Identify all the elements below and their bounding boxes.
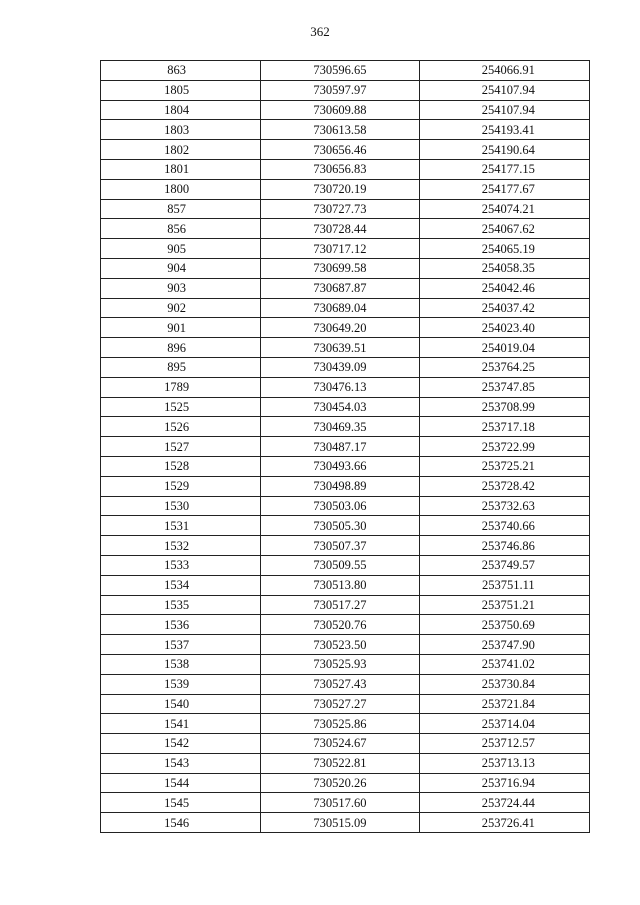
point-number-cell: 1536 (101, 615, 261, 635)
point-number-cell: 1533 (101, 555, 261, 575)
point-number-cell: 1540 (101, 694, 261, 714)
table-row (101, 140, 590, 160)
point-number-cell: 1546 (101, 813, 261, 833)
x-coordinate-cell: 730727.73 (261, 199, 419, 219)
x-coordinate-cell: 730699.58 (261, 258, 419, 278)
x-coordinate-cell: 730525.86 (261, 714, 419, 734)
table-row (101, 417, 590, 437)
coordinates-table-body (101, 61, 590, 833)
x-coordinate-cell: 730523.50 (261, 635, 419, 655)
table-row (101, 575, 590, 595)
point-number-cell: 896 (101, 338, 261, 358)
y-coordinate-cell: 254067.62 (419, 219, 589, 239)
y-coordinate-cell: 253708.99 (419, 397, 589, 417)
point-number-cell: 856 (101, 219, 261, 239)
point-number-cell: 1802 (101, 140, 261, 160)
point-number-cell: 1532 (101, 536, 261, 556)
point-number-cell: 1542 (101, 734, 261, 754)
x-coordinate-cell: 730503.06 (261, 496, 419, 516)
table-row (101, 615, 590, 635)
table-row (101, 595, 590, 615)
table-row (101, 813, 590, 833)
x-coordinate-cell: 730596.65 (261, 61, 419, 81)
y-coordinate-cell: 254023.40 (419, 318, 589, 338)
x-coordinate-cell: 730597.97 (261, 80, 419, 100)
y-coordinate-cell: 254107.94 (419, 80, 589, 100)
x-coordinate-cell: 730717.12 (261, 239, 419, 259)
point-number-cell: 857 (101, 199, 261, 219)
table-row (101, 120, 590, 140)
x-coordinate-cell: 730656.46 (261, 140, 419, 160)
y-coordinate-cell: 253749.57 (419, 555, 589, 575)
table-row (101, 258, 590, 278)
table-row (101, 753, 590, 773)
table-row (101, 298, 590, 318)
table-row (101, 793, 590, 813)
table-row (101, 61, 590, 81)
x-coordinate-cell: 730527.27 (261, 694, 419, 714)
table-row (101, 199, 590, 219)
x-coordinate-cell: 730517.60 (261, 793, 419, 813)
point-number-cell: 1804 (101, 100, 261, 120)
x-coordinate-cell: 730507.37 (261, 536, 419, 556)
table-row (101, 239, 590, 259)
table-row (101, 456, 590, 476)
y-coordinate-cell: 253724.44 (419, 793, 589, 813)
table-row (101, 377, 590, 397)
point-number-cell: 1527 (101, 437, 261, 457)
table-row (101, 714, 590, 734)
y-coordinate-cell: 254066.91 (419, 61, 589, 81)
y-coordinate-cell: 253751.11 (419, 575, 589, 595)
point-number-cell: 902 (101, 298, 261, 318)
x-coordinate-cell: 730656.83 (261, 159, 419, 179)
point-number-cell: 1800 (101, 179, 261, 199)
x-coordinate-cell: 730469.35 (261, 417, 419, 437)
table-row (101, 694, 590, 714)
x-coordinate-cell: 730493.66 (261, 456, 419, 476)
table-row (101, 159, 590, 179)
point-number-cell: 1803 (101, 120, 261, 140)
point-number-cell: 1805 (101, 80, 261, 100)
x-coordinate-cell: 730439.09 (261, 357, 419, 377)
x-coordinate-cell: 730639.51 (261, 338, 419, 358)
point-number-cell: 1545 (101, 793, 261, 813)
y-coordinate-cell: 253713.13 (419, 753, 589, 773)
y-coordinate-cell: 254177.67 (419, 179, 589, 199)
x-coordinate-cell: 730522.81 (261, 753, 419, 773)
y-coordinate-cell: 253725.21 (419, 456, 589, 476)
y-coordinate-cell: 254193.41 (419, 120, 589, 140)
point-number-cell: 1789 (101, 377, 261, 397)
table-row (101, 536, 590, 556)
table-row (101, 179, 590, 199)
point-number-cell: 903 (101, 278, 261, 298)
x-coordinate-cell: 730454.03 (261, 397, 419, 417)
y-coordinate-cell: 253750.69 (419, 615, 589, 635)
point-number-cell: 1535 (101, 595, 261, 615)
table-row (101, 318, 590, 338)
table-row (101, 80, 590, 100)
y-coordinate-cell: 253714.04 (419, 714, 589, 734)
coordinates-table (100, 60, 590, 833)
y-coordinate-cell: 254037.42 (419, 298, 589, 318)
table-row (101, 476, 590, 496)
table-row (101, 734, 590, 754)
table-row (101, 674, 590, 694)
x-coordinate-cell: 730509.55 (261, 555, 419, 575)
y-coordinate-cell: 253730.84 (419, 674, 589, 694)
y-coordinate-cell: 253746.86 (419, 536, 589, 556)
y-coordinate-cell: 254177.15 (419, 159, 589, 179)
y-coordinate-cell: 253728.42 (419, 476, 589, 496)
point-number-cell: 1534 (101, 575, 261, 595)
y-coordinate-cell: 253722.99 (419, 437, 589, 457)
table-row (101, 397, 590, 417)
point-number-cell: 1530 (101, 496, 261, 516)
y-coordinate-cell: 253721.84 (419, 694, 589, 714)
y-coordinate-cell: 253751.21 (419, 595, 589, 615)
table-row (101, 278, 590, 298)
x-coordinate-cell: 730527.43 (261, 674, 419, 694)
y-coordinate-cell: 254190.64 (419, 140, 589, 160)
point-number-cell: 1541 (101, 714, 261, 734)
point-number-cell: 1525 (101, 397, 261, 417)
point-number-cell: 1537 (101, 635, 261, 655)
table-row (101, 516, 590, 536)
y-coordinate-cell: 254019.04 (419, 338, 589, 358)
table-row (101, 357, 590, 377)
table-row (101, 555, 590, 575)
y-coordinate-cell: 253741.02 (419, 654, 589, 674)
x-coordinate-cell: 730524.67 (261, 734, 419, 754)
y-coordinate-cell: 253747.90 (419, 635, 589, 655)
y-coordinate-cell: 253717.18 (419, 417, 589, 437)
x-coordinate-cell: 730613.58 (261, 120, 419, 140)
x-coordinate-cell: 730689.04 (261, 298, 419, 318)
x-coordinate-cell: 730687.87 (261, 278, 419, 298)
point-number-cell: 895 (101, 357, 261, 377)
point-number-cell: 1528 (101, 456, 261, 476)
y-coordinate-cell: 253740.66 (419, 516, 589, 536)
y-coordinate-cell: 253764.25 (419, 357, 589, 377)
x-coordinate-cell: 730520.76 (261, 615, 419, 635)
point-number-cell: 1539 (101, 674, 261, 694)
point-number-cell: 1544 (101, 773, 261, 793)
y-coordinate-cell: 254074.21 (419, 199, 589, 219)
point-number-cell: 1538 (101, 654, 261, 674)
y-coordinate-cell: 253747.85 (419, 377, 589, 397)
point-number-cell: 901 (101, 318, 261, 338)
y-coordinate-cell: 254065.19 (419, 239, 589, 259)
x-coordinate-cell: 730609.88 (261, 100, 419, 120)
y-coordinate-cell: 254107.94 (419, 100, 589, 120)
table-row (101, 654, 590, 674)
x-coordinate-cell: 730520.26 (261, 773, 419, 793)
table-row (101, 496, 590, 516)
x-coordinate-cell: 730513.80 (261, 575, 419, 595)
y-coordinate-cell: 253712.57 (419, 734, 589, 754)
x-coordinate-cell: 730498.89 (261, 476, 419, 496)
table-row (101, 100, 590, 120)
y-coordinate-cell: 253732.63 (419, 496, 589, 516)
point-number-cell: 904 (101, 258, 261, 278)
x-coordinate-cell: 730649.20 (261, 318, 419, 338)
point-number-cell: 1531 (101, 516, 261, 536)
page-number: 362 (310, 24, 330, 39)
x-coordinate-cell: 730515.09 (261, 813, 419, 833)
x-coordinate-cell: 730476.13 (261, 377, 419, 397)
x-coordinate-cell: 730720.19 (261, 179, 419, 199)
x-coordinate-cell: 730525.93 (261, 654, 419, 674)
x-coordinate-cell: 730505.30 (261, 516, 419, 536)
point-number-cell: 1526 (101, 417, 261, 437)
y-coordinate-cell: 253726.41 (419, 813, 589, 833)
table-row (101, 635, 590, 655)
point-number-cell: 905 (101, 239, 261, 259)
table-row (101, 437, 590, 457)
y-coordinate-cell: 254058.35 (419, 258, 589, 278)
x-coordinate-cell: 730487.17 (261, 437, 419, 457)
point-number-cell: 863 (101, 61, 261, 81)
point-number-cell: 1543 (101, 753, 261, 773)
y-coordinate-cell: 253716.94 (419, 773, 589, 793)
table-row (101, 219, 590, 239)
point-number-cell: 1801 (101, 159, 261, 179)
x-coordinate-cell: 730517.27 (261, 595, 419, 615)
table-row (101, 338, 590, 358)
table-row (101, 773, 590, 793)
point-number-cell: 1529 (101, 476, 261, 496)
x-coordinate-cell: 730728.44 (261, 219, 419, 239)
y-coordinate-cell: 254042.46 (419, 278, 589, 298)
